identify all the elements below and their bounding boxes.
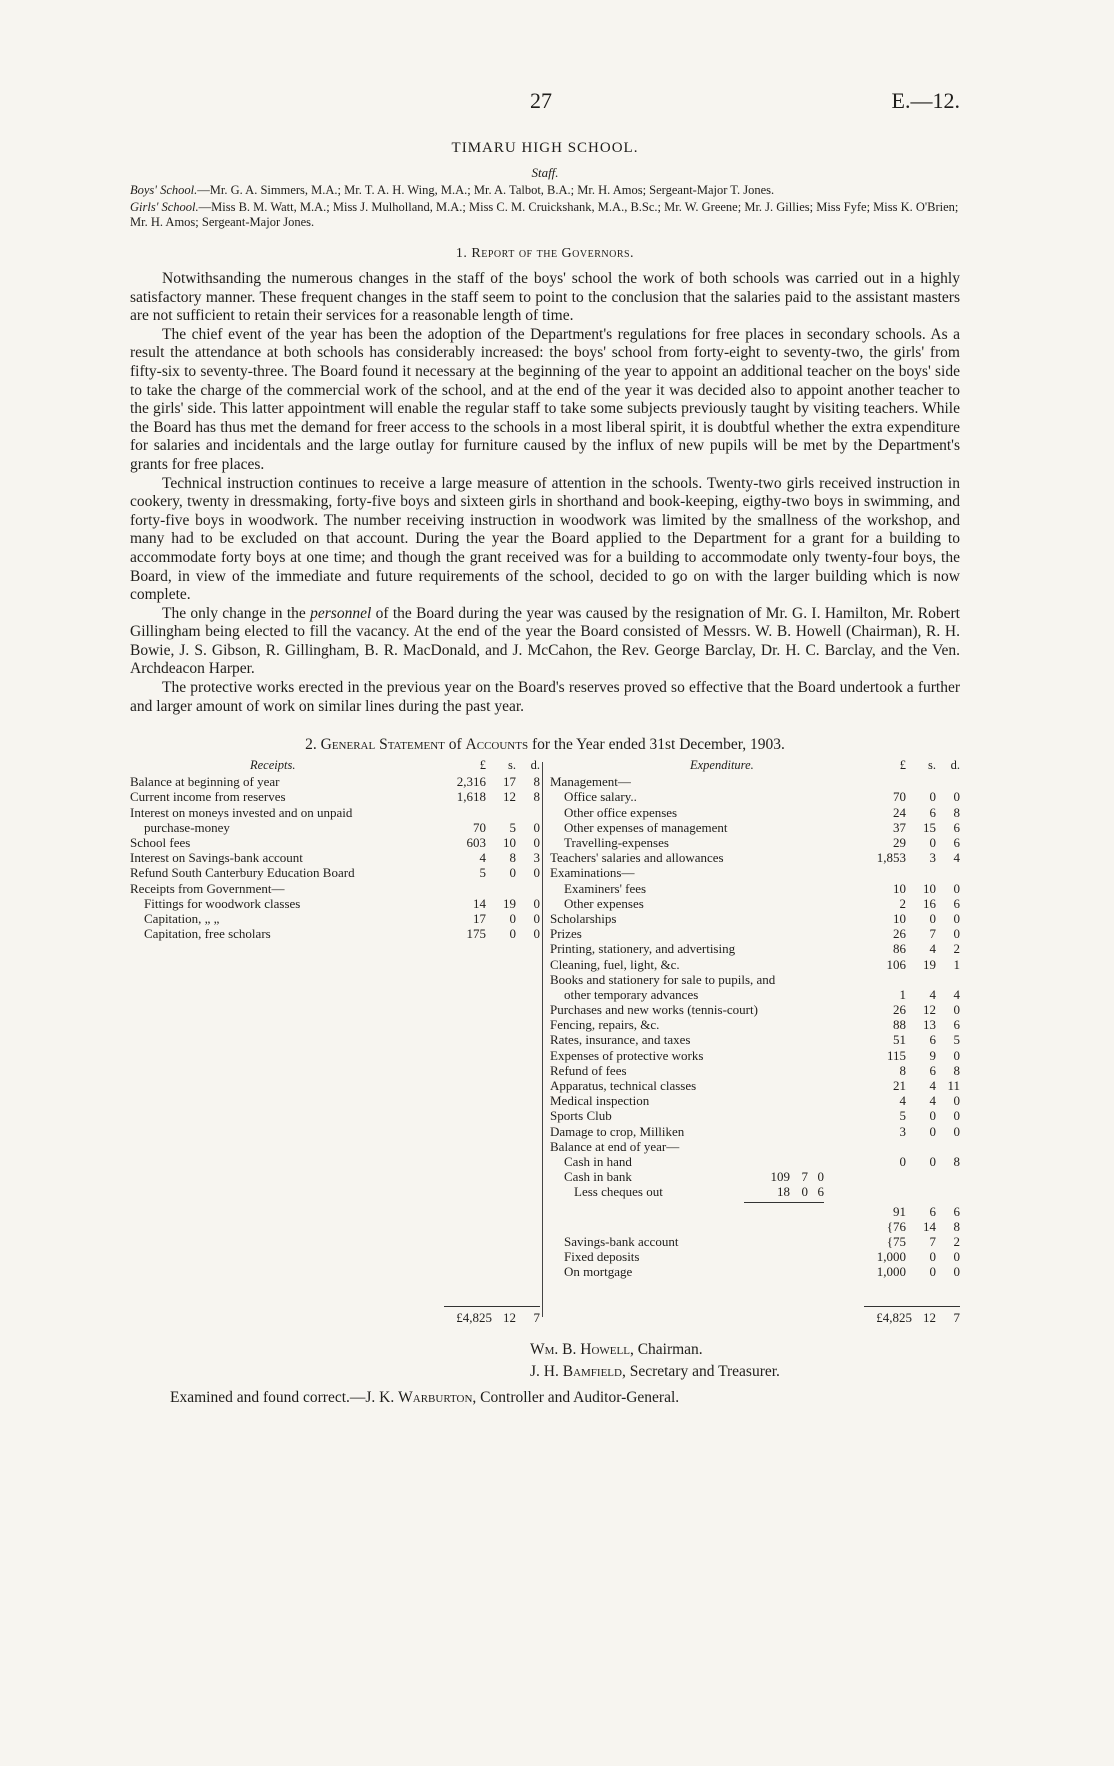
amount-pounds: 2 — [899, 895, 906, 911]
mortgage-row — [550, 1264, 960, 1279]
row-label: Teachers' salaries and allowances — [550, 850, 724, 866]
amount-shillings: 4 — [929, 1078, 936, 1093]
secretary-role: , Secretary and Treasurer. — [621, 1363, 780, 1381]
table-row — [130, 926, 540, 941]
amount-pounds: 115 — [886, 1047, 906, 1063]
table-row — [130, 835, 540, 850]
cash-in-bank-row — [550, 1169, 960, 1184]
text-run: of the Board during the year was caused by the resignation of Mr. G. I. Hamilton, Mr. Robert Gillingham being elected to fill the vacancy. At the end of the year the Board consisted of Messrs. W. B. Howell (Chairman), R. H. Bowie, J. S. Gibson, R. Gillingham, B. R. MacDonald, and J. McCahon, the Rev. George Barclay, Dr. H. C. Barclay, and the Ven. Archdeacon Harper. — [130, 604, 960, 678]
page-header — [130, 88, 960, 122]
amount-pence: 8 — [953, 1062, 960, 1078]
amount-pence: 0 — [533, 926, 540, 942]
table-row — [550, 896, 960, 911]
table-row — [550, 1078, 960, 1093]
row-label: Receipts from Government— — [130, 880, 285, 896]
row-label: Scholarships — [550, 910, 617, 926]
row-label: Office salary.. — [564, 789, 637, 805]
amount-shillings: 4 — [929, 986, 936, 1002]
amount-pence: 0 — [533, 910, 540, 926]
amount-pounds: 4 — [479, 850, 486, 866]
amount-pounds: 26 — [893, 1002, 906, 1018]
amount-pounds: 1,000 — [876, 1264, 906, 1280]
savings-row-b — [550, 1234, 960, 1249]
shilling-header: s. — [508, 758, 516, 773]
row-label: Other expenses of management — [564, 819, 728, 835]
row-label: Damage to crop, Milliken — [550, 1123, 685, 1139]
row-label: Examinations— — [550, 865, 635, 881]
amount-shillings: 7 — [801, 1169, 808, 1185]
table-row — [550, 774, 960, 789]
row-label: purchase-money — [144, 819, 230, 835]
expenditure-column — [550, 758, 960, 1326]
amount-shillings: 0 — [801, 1184, 808, 1200]
amount-shillings: 15 — [923, 819, 936, 835]
amount-shillings: 12 — [923, 1002, 936, 1018]
amount-shillings: 0 — [509, 865, 516, 881]
amount-shillings: 16 — [923, 895, 936, 911]
amount-pence: 8 — [953, 1218, 960, 1234]
heading-part: for the Year ended 31st December, 1903. — [528, 736, 785, 754]
amount-pounds: 3 — [899, 1123, 906, 1139]
row-label: Fittings for woodwork classes — [144, 895, 301, 911]
amount-pence: 0 — [953, 880, 960, 896]
receipts-total — [444, 1306, 540, 1325]
amount-pounds: 1 — [899, 986, 906, 1002]
table-row — [550, 1032, 960, 1047]
amount-pence: 0 — [953, 910, 960, 926]
row-label: School fees — [130, 835, 191, 850]
savings-row-a — [550, 1219, 960, 1234]
table-row — [550, 1124, 960, 1139]
table-row — [130, 911, 540, 926]
amount-pence: 11 — [947, 1078, 960, 1093]
page-title: TIMARU HIGH SCHOOL. — [451, 140, 639, 156]
amount-shillings: 10 — [503, 835, 516, 850]
amount-pounds: 51 — [893, 1032, 906, 1048]
table-row — [130, 865, 540, 880]
accounts-table — [130, 758, 960, 1333]
total-pence: 7 — [953, 1310, 960, 1326]
table-row — [550, 820, 960, 835]
audit-text: , Controller and Auditor-General. — [472, 1389, 680, 1407]
row-label: Capitation, „ „ — [144, 910, 220, 926]
expenditure-header — [550, 758, 960, 774]
total-pence: 7 — [533, 1310, 540, 1326]
table-row — [550, 1002, 960, 1017]
amount-pounds: 175 — [466, 926, 486, 942]
table-row — [550, 987, 960, 1002]
audit-text: Examined and found correct.—J. K. — [170, 1389, 399, 1407]
amount-pence: 8 — [953, 804, 960, 820]
heading-part: of — [444, 736, 466, 754]
receipts-title: Receipts. — [250, 758, 296, 773]
amount-pounds: 1,853 — [876, 850, 906, 866]
chairman-role: , Chairman. — [629, 1341, 703, 1359]
amount-pounds: 0 — [899, 1153, 906, 1169]
amount-pounds: 37 — [893, 819, 906, 835]
amount-shillings: 6 — [929, 804, 936, 820]
chairman-name: Wm. B. Howell — [530, 1341, 630, 1359]
amount-pounds: 5 — [899, 1108, 906, 1124]
amount-pence: 0 — [953, 1249, 960, 1265]
row-label: Balance at end of year— — [550, 1138, 680, 1154]
amount-shillings: 4 — [929, 941, 936, 957]
amount-pence: 0 — [953, 1108, 960, 1124]
amount-shillings: 10 — [923, 880, 936, 896]
amount-pence: 0 — [533, 835, 540, 850]
amount-shillings: 0 — [929, 1249, 936, 1265]
row-label: Savings-bank account — [564, 1233, 679, 1249]
total-pounds: £4,825 — [876, 1310, 912, 1326]
amount-pounds: 18 — [777, 1184, 790, 1200]
amount-pence: 0 — [953, 1093, 960, 1109]
row-label: Travelling-expenses — [564, 835, 669, 850]
amount-pounds: 24 — [893, 804, 906, 820]
amount-shillings: 9 — [929, 1047, 936, 1063]
table-row — [130, 805, 540, 820]
amount-shillings: 12 — [503, 789, 516, 805]
table-row — [550, 941, 960, 956]
amount-shillings: 13 — [923, 1017, 936, 1033]
amount-pence: 5 — [953, 1032, 960, 1048]
row-label: Fixed deposits — [564, 1249, 640, 1265]
total-shillings: 12 — [503, 1310, 516, 1326]
amount-pounds: 8 — [899, 1062, 906, 1078]
row-label: Prizes — [550, 926, 582, 942]
boys-label: Boys' School. — [130, 183, 198, 197]
bank-net-row — [550, 1204, 960, 1219]
amount-shillings: 3 — [929, 850, 936, 866]
amount-pence: 0 — [953, 926, 960, 942]
amount-pounds: 70 — [473, 819, 486, 835]
heading-part: Accounts — [465, 736, 529, 754]
amount-shillings: 0 — [929, 910, 936, 926]
table-row — [130, 820, 540, 835]
amount-pounds: 106 — [886, 956, 906, 972]
pound-header: £ — [899, 758, 906, 773]
table-row — [550, 1048, 960, 1063]
amount-shillings: 0 — [929, 1153, 936, 1169]
table-row — [550, 1017, 960, 1032]
amount-shillings: 7 — [929, 1233, 936, 1249]
amount-pounds: {75 — [886, 1233, 906, 1249]
amount-shillings: 19 — [923, 956, 936, 972]
amount-pence: 0 — [533, 865, 540, 881]
receipts-column — [130, 758, 540, 1326]
amount-pounds: 1,618 — [456, 789, 486, 805]
amount-shillings: 0 — [929, 1108, 936, 1124]
amount-pounds: 10 — [893, 880, 906, 896]
table-row — [550, 805, 960, 820]
fixed-deposits-row — [550, 1249, 960, 1264]
shilling-header: s. — [928, 758, 936, 773]
total-shillings: 12 — [923, 1310, 936, 1326]
boys-staff — [130, 183, 960, 198]
amount-pounds: 86 — [893, 941, 906, 957]
amount-pence: 6 — [953, 895, 960, 911]
text-run: The only change in the — [162, 604, 311, 622]
amount-shillings: 5 — [509, 819, 516, 835]
amount-pence: 6 — [953, 819, 960, 835]
row-label: Cleaning, fuel, light, &c. — [550, 956, 680, 972]
amount-pence: 6 — [953, 1203, 960, 1219]
row-label: Interest on moneys invested and on unpaid — [130, 804, 353, 820]
heading-part: 2. General Statement — [305, 736, 445, 754]
amount-shillings: 19 — [503, 895, 516, 911]
row-label: Books and stationery for sale to pupils, and — [550, 971, 776, 987]
row-label: Refund South Canterbury Education Board — [130, 865, 355, 881]
secretary-name: J. H. Bamfield — [530, 1363, 622, 1381]
page-number: 27 — [530, 88, 552, 113]
table-row — [550, 957, 960, 972]
table-row — [550, 850, 960, 865]
table-row — [550, 881, 960, 896]
row-label: Refund of fees — [550, 1062, 627, 1078]
audit-statement — [170, 1389, 960, 1407]
expenditure-total — [864, 1306, 960, 1325]
amount-pounds: 1,000 — [876, 1249, 906, 1265]
amount-pounds: 14 — [473, 895, 486, 911]
row-label: Cash in hand — [564, 1153, 632, 1169]
table-row — [130, 850, 540, 865]
row-label: Interest on Savings-bank account — [130, 850, 303, 866]
amount-pence: 2 — [953, 941, 960, 957]
amount-pence: 0 — [817, 1169, 824, 1185]
amount-pence: 4 — [953, 850, 960, 866]
amount-pence: 1 — [953, 956, 960, 972]
amount-shillings: 6 — [929, 1203, 936, 1219]
row-label: Expenses of protective works — [550, 1047, 704, 1063]
boys-text: —Mr. G. A. Simmers, M.A.; Mr. T. A. H. Wing, M.A.; Mr. A. Talbot, B.A.; Mr. H. Amos; Sergeant-Major T. Jones. — [197, 183, 775, 197]
girls-staff — [130, 200, 960, 230]
cash-in-hand-row — [550, 1154, 960, 1169]
table-row — [550, 926, 960, 941]
amount-shillings: 14 — [923, 1218, 936, 1234]
staff-heading: Staff. — [531, 165, 559, 180]
amount-pence: 6 — [953, 835, 960, 850]
report-paragraph: Notwithsanding the numerous changes in the staff of the boys' school the work of both schools was carried out in a highly satisfactory manner. These frequent changes in the staff seem to point to the conclusion that the salaries paid to the assistant masters are not sufficient to retain their services for a reasonable length of time. — [130, 270, 960, 325]
amount-pounds: 70 — [893, 789, 906, 805]
amount-shillings: 8 — [509, 850, 516, 866]
table-row — [550, 972, 960, 987]
report-paragraph: The chief event of the year has been the adoption of the Department's regulations for free places in secondary schools. As a result the attendance at both schools has considerably increased: the boys' school from forty-eight to seventy-two, the girls' from fifty-six to seventy-three. The Board found it necessary at the beginning of the year to appoint an additional teacher on the boys' side to take the charge of the commercial work of the school, and at the end of the year it was decided also to appoint another teacher to the girls' side. This latter appointment will enable the regular staff to take some subjects previously taught by visiting teachers. While the Board has thus met the demand for freer access to the schools in a most liberal spirit, it is doubtful whether the extra expenditure for salaries and incidentals and the large outlay for furniture caused by the influx of new pupils will be met by the Department's grants for free places. — [130, 325, 960, 473]
total-pounds: £4,825 — [456, 1310, 492, 1326]
row-label: Other office expenses — [564, 804, 678, 820]
subtotal-rule — [744, 1202, 824, 1203]
row-label: Printing, stationery, and advertising — [550, 941, 736, 957]
row-label: Cash in bank — [564, 1169, 632, 1185]
report-paragraph — [130, 605, 960, 679]
table-row — [130, 774, 540, 789]
row-label: Management— — [550, 774, 631, 790]
amount-pounds: 29 — [893, 835, 906, 850]
table-row — [130, 789, 540, 804]
auditor-name: Warburton — [398, 1389, 473, 1407]
chairman-signature — [530, 1339, 960, 1361]
row-label: Capitation, free scholars — [144, 926, 271, 942]
column-divider — [542, 762, 543, 1317]
pence-header: d. — [530, 758, 540, 773]
table-row — [550, 911, 960, 926]
amount-pounds: 26 — [893, 926, 906, 942]
amount-shillings: 17 — [503, 774, 516, 790]
row-label: Examiners' fees — [564, 880, 647, 896]
amount-shillings: 4 — [929, 1093, 936, 1109]
amount-pence: 0 — [533, 895, 540, 911]
amount-pounds: 17 — [473, 910, 486, 926]
table-row — [550, 865, 960, 880]
row-label: Other expenses — [564, 895, 644, 911]
girls-label: Girls' School. — [130, 200, 199, 214]
amount-pence: 0 — [533, 819, 540, 835]
amount-shillings: 7 — [929, 926, 936, 942]
amount-pounds: 91 — [893, 1203, 906, 1219]
amount-pence: 0 — [953, 789, 960, 805]
accounts-heading — [130, 736, 960, 754]
amount-shillings: 0 — [929, 789, 936, 805]
table-row — [550, 1063, 960, 1078]
report-heading: 1. Report of the Governors. — [455, 246, 635, 261]
amount-pence: 2 — [953, 1233, 960, 1249]
amount-shillings: 6 — [929, 1062, 936, 1078]
row-label: Apparatus, technical classes — [550, 1078, 697, 1093]
amount-pence: 0 — [953, 1047, 960, 1063]
receipts-rows — [130, 774, 540, 941]
amount-pence: 8 — [953, 1153, 960, 1169]
document-page — [130, 88, 960, 1407]
table-row — [550, 789, 960, 804]
secretary-signature — [530, 1361, 960, 1383]
row-label: Rates, insurance, and taxes — [550, 1032, 691, 1048]
amount-pence: 8 — [533, 774, 540, 790]
pence-header: d. — [950, 758, 960, 773]
amount-pounds: 603 — [466, 835, 486, 850]
amount-pounds: {76 — [886, 1218, 906, 1234]
amount-shillings: 0 — [929, 1264, 936, 1280]
document-reference: E.—12. — [891, 88, 960, 113]
amount-pounds: 88 — [893, 1017, 906, 1033]
girls-text: —Miss B. M. Watt, M.A.; Miss J. Mulholland, M.A.; Miss C. M. Cruickshank, M.A., B.Sc.; Mr. W. Greene; Mr. J. Gillies; Miss Fyfe; Miss K. O'Brien; Mr. H. Amos; Sergeant-Major Jones. — [130, 200, 959, 229]
less-cheques-row — [550, 1184, 960, 1199]
table-row — [550, 835, 960, 850]
italic-run: personnel — [310, 604, 372, 622]
amount-pence: 0 — [953, 1002, 960, 1018]
row-label: other temporary advances — [564, 986, 699, 1002]
amount-pounds: 5 — [479, 865, 486, 881]
amount-pence: 6 — [953, 1017, 960, 1033]
amount-shillings: 0 — [929, 1123, 936, 1139]
amount-pence: 6 — [817, 1184, 824, 1200]
receipts-header — [130, 758, 540, 774]
table-row — [550, 1139, 960, 1154]
row-label: Medical inspection — [550, 1093, 650, 1109]
amount-shillings: 0 — [509, 910, 516, 926]
amount-pence: 8 — [533, 789, 540, 805]
amount-shillings: 0 — [509, 926, 516, 942]
table-row — [130, 896, 540, 911]
amount-pounds: 4 — [899, 1093, 906, 1109]
table-row — [550, 1108, 960, 1123]
table-row — [130, 881, 540, 896]
amount-pounds: 109 — [770, 1169, 790, 1185]
amount-pence: 0 — [953, 1264, 960, 1280]
amount-shillings: 6 — [929, 1032, 936, 1048]
report-paragraph: The protective works erected in the previous year on the Board's reserves proved so effective that the Board undertook a further and larger amount of work on similar lines during the past year. — [130, 679, 960, 715]
amount-pence: 4 — [953, 986, 960, 1002]
expenditure-title: Expenditure. — [690, 758, 754, 773]
expenditure-rows — [550, 774, 960, 1154]
table-row — [550, 1093, 960, 1108]
row-label: Less cheques out — [574, 1184, 663, 1200]
row-label: On mortgage — [564, 1264, 633, 1280]
amount-pence: 0 — [953, 1123, 960, 1139]
amount-pounds: 21 — [893, 1078, 906, 1093]
amount-pounds: 2,316 — [456, 774, 486, 790]
amount-pounds: 10 — [893, 910, 906, 926]
amount-shillings: 0 — [929, 835, 936, 850]
pound-header: £ — [479, 758, 486, 773]
report-paragraph: Technical instruction continues to receive a large measure of attention in the schools. Twenty-two girls received instruction in cookery, twenty in dressmaking, forty-five boys and sixteen girls in shorthand and book-keeping, eigthy-two boys in swimming, and forty-five boys in woodwork. The number receiving instruction in woodwork was limited by the smallness of the workshop, and many had to be excluded on that account. During the year the Board applied to the Department for a grant for a building to accommodate forty boys at one time; and though the grant received was for a building to accommodate only twenty-four boys, the Board, in view of the immediate and future requirements of the school, decided to go on with the larger building which is now complete. — [130, 474, 960, 604]
amount-pence: 3 — [533, 850, 540, 866]
row-label: Purchases and new works (tennis-court) — [550, 1002, 758, 1018]
row-label: Balance at beginning of year — [130, 774, 280, 790]
row-label: Current income from reserves — [130, 789, 286, 805]
row-label: Fencing, repairs, &c. — [550, 1017, 660, 1033]
row-label: Sports Club — [550, 1108, 612, 1124]
